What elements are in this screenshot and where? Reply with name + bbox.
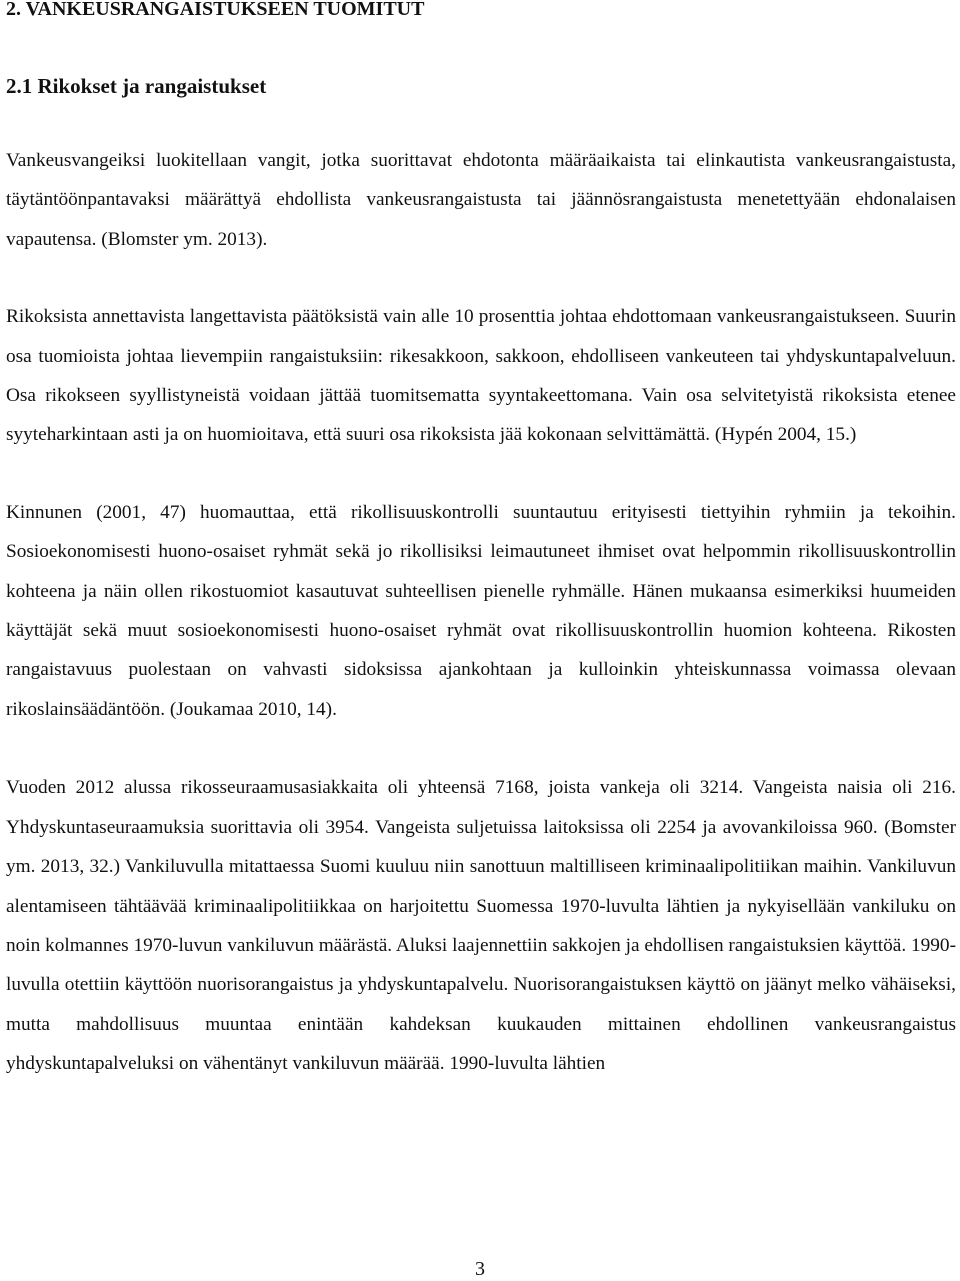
paragraph: Kinnunen (2001, 47) huomauttaa, että rikollisuuskontrolli suuntautuu erityisesti tiettyihin ryhmiin ja tekoihin. Sosioekonomisesti huono-osaiset ryhmät sekä jo rikollisiksi leimautuneet ihmiset ovat helpommin rikollisuuskontrollin kohteena ja näin ollen rikostuomiot kasautuvat suhteellisen pienelle ryhmälle. Hänen mukaansa esimerkiksi huumeiden käyttäjät sekä muut sosioekonomisesti huono-osaiset ryhmät ovat rikollisuuskontrollin huomion kohteena. Rikosten rangaistavuus puolestaan on vahvasti sidoksissa ajankohtaan ja kulloinkin yhteiskunnassa voimassa olevaan rikoslainsäädäntöön. (Joukamaa 2010, 14).	[6, 501, 956, 720]
document-page	[6, 0, 956, 1084]
chapter-heading: 2. VANKEUSRANGAISTUKSEEN TUOMITUT	[6, 0, 425, 20]
page-number: 3	[475, 1258, 485, 1280]
section-heading: 2.1 Rikokset ja rangaistukset	[6, 74, 267, 98]
paragraph: Vuoden 2012 alussa rikosseuraamusasiakkaita oli yhteensä 7168, joista vankeja oli 3214. Vangeista naisia oli 216. Yhdyskuntaseuraamuksia suorittavia oli 3954. Vangeista suljetuissa laitoksissa oli 2254 ja avovankiloissa 960. (Bomster ym. 2013, 32.) Vankiluvulla mitattaessa Suomi kuuluu niin sanottuun maltilliseen kriminaalipolitiikan maihin. Vankiluvun alentamiseen tähtäävää kriminaalipolitiikkaa on harjoitettu Suomessa 1970-luvulta lähtien ja nykyisellään vankiluku on noin kolmannes 1970-luvun vankiluvun määrästä. Aluksi laajennettiin sakkojen ja ehdollisen rangaistuksien käyttöä. 1990-luvulla otettiin käyttöön nuorisorangaistus ja yhdyskuntapalvelu. Nuorisorangaistuksen käyttö on jäänyt melko vähäiseksi, mutta mahdollisuus muuntaa enintään kahdeksan kuukauden mittainen ehdollinen vankeusrangaistus yhdyskuntapalveluksi on vähentänyt vankiluvun määrää. 1990-luvulta lähtien	[6, 777, 956, 1075]
paragraph: Rikoksista annettavista langettavista päätöksistä vain alle 10 prosenttia johtaa ehdottomaan vankeusrangaistukseen. Suurin osa tuomioista johtaa lievempiin rangaistuksiin: rikesakkoon, sakkoon, ehdolliseen vankeuteen tai yhdyskuntapalveluun. Osa rikokseen syyllistyneistä voidaan jättää tuomitsematta syyntakeettomana. Vain osa selvitetyistä rikoksista etenee syyteharkintaan asti ja on huomioitava, että suuri osa rikoksista jää kokonaan selvittämättä. (Hypén 2004, 15.)	[6, 306, 956, 446]
paragraph: Vankeusvangeiksi luokitellaan vangit, jotka suorittavat ehdotonta määräaikaista tai elinkautista vankeusrangaistusta, täytäntöönpantavaksi määrättyä ehdollista vankeusrangaistusta tai jäännösrangaistusta menetettyään ehdonalaisen vapautensa. (Blomster ym. 2013).	[6, 150, 956, 250]
